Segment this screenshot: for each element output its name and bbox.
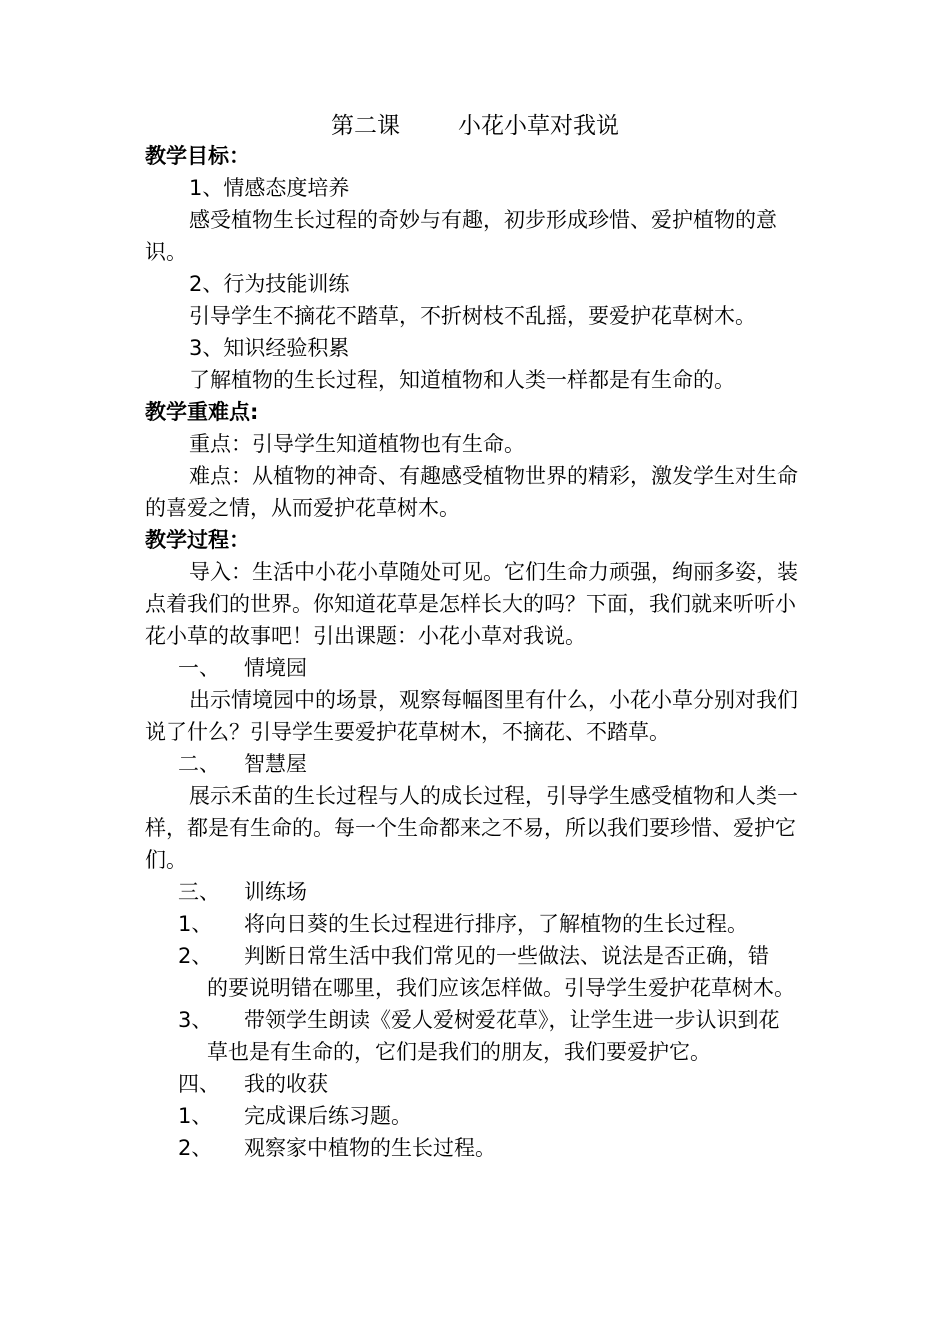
list-item-text: 判断日常生活中我们常见的一些做法、说法是否正确，错 [244, 944, 769, 968]
section-4-number: 四、 [178, 1072, 220, 1096]
process-heading: 教学过程： [145, 528, 250, 552]
list-item-continuation: 草也是有生命的，它们是我们的朋友，我们要爱护它。 [207, 1040, 711, 1064]
goal-1-label: 1、情感态度培养 [189, 176, 350, 200]
goal-1-text: 感受植物生长过程的奇妙与有趣，初步形成珍惜、爱护植物的意识。 [145, 208, 777, 264]
section-2-number: 二、 [178, 752, 220, 776]
list-item-number: 2、 [178, 1136, 213, 1160]
section-1-heading [145, 652, 810, 684]
list-item-number: 3、 [178, 1008, 213, 1032]
section-4-title: 我的收获 [244, 1072, 328, 1096]
list-item-number: 2、 [178, 944, 213, 968]
list-item [145, 1132, 810, 1164]
section-4-heading [145, 1068, 810, 1100]
section-2-title: 智慧屋 [244, 752, 307, 776]
keypoint-difficulty: 难点：从植物的神奇、有趣感受植物世界的精彩，激发学生对生命的喜爱之情，从而爱护花草树木。 [145, 464, 798, 520]
lesson-number: 第二课 [331, 113, 400, 139]
goal-2-label: 2、行为技能训练 [189, 272, 350, 296]
list-item [145, 1004, 810, 1068]
section-1-title: 情境园 [244, 656, 307, 680]
lesson-name: 小花小草对我说 [458, 113, 619, 139]
list-item-text: 带领学生朗读《爱人爱树爱花草》，让学生进一步认识到花 [244, 1008, 780, 1032]
section-1-number: 一、 [178, 656, 220, 680]
list-item-number: 1、 [178, 1104, 213, 1128]
keypoint-focus: 重点：引导学生知道植物也有生命。 [189, 432, 525, 456]
document-body [145, 140, 810, 1164]
goal-3-label: 3、知识经验积累 [189, 336, 350, 360]
section-1-text: 出示情境园中的场景，观察每幅图里有什么，小花小草分别对我们说了什么？引导学生要爱护花草树木，不摘花、不踏草。 [145, 688, 798, 744]
list-item-continuation: 的要说明错在哪里，我们应该怎样做。引导学生爱护花草树木。 [207, 976, 795, 1000]
page-title [0, 110, 950, 142]
keypoints-heading: 教学重难点: [145, 400, 259, 424]
list-item [145, 908, 810, 940]
section-2-text: 展示禾苗的生长过程与人的成长过程，引导学生感受植物和人类一样，都是有生命的。每一个生命都来之不易，所以我们要珍惜、爱护它们。 [145, 784, 798, 872]
section-3-title: 训练场 [244, 880, 307, 904]
section-3-heading [145, 876, 810, 908]
list-item-text: 完成课后练习题。 [244, 1104, 412, 1128]
goals-heading: 教学目标： [145, 144, 250, 168]
list-item-text: 观察家中植物的生长过程。 [244, 1136, 496, 1160]
list-item [145, 940, 810, 1004]
section-3-number: 三、 [178, 880, 220, 904]
list-item-text: 将向日葵的生长过程进行排序，了解植物的生长过程。 [244, 912, 748, 936]
goal-2-text: 引导学生不摘花不踏草，不折树枝不乱摇，要爱护花草树木。 [189, 304, 756, 328]
goal-3-text: 了解植物的生长过程，知道植物和人类一样都是有生命的。 [189, 368, 735, 392]
process-intro: 导入：生活中小花小草随处可见。它们生命力顽强，绚丽多姿，装点着我们的世界。你知道花草是怎样长大的吗？下面，我们就来听听小花小草的故事吧！引出课题：小花小草对我说。 [145, 560, 798, 648]
list-item-number: 1、 [178, 912, 213, 936]
list-item [145, 1100, 810, 1132]
section-2-heading [145, 748, 810, 780]
